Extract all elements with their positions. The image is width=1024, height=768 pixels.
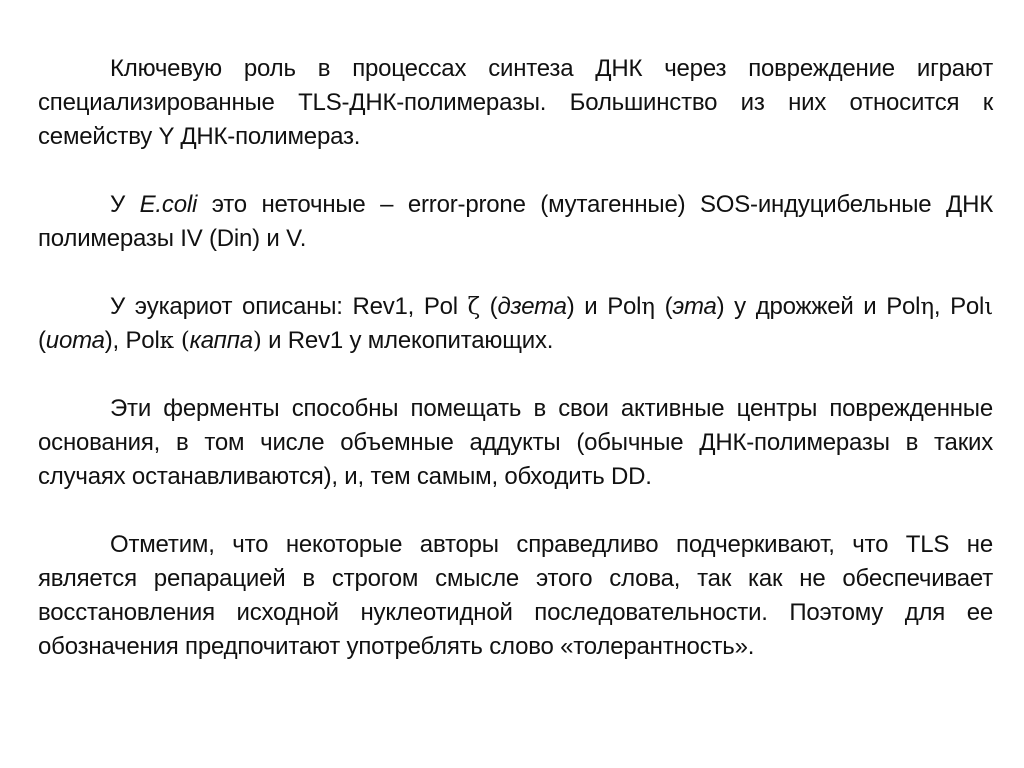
paragraph	[38, 528, 993, 664]
italic-text: E.coli	[139, 191, 198, 218]
italic-text: каппа	[189, 327, 253, 354]
greek-letter: ι	[984, 294, 994, 320]
greek-letter: )	[252, 328, 262, 354]
text-segment: и Rev1 у млекопитающих.	[261, 327, 554, 354]
text-segment: это неточные – error-prone (мутагенные) SOS-индуцибельные ДНК полимеразы IV (Din) и V.	[38, 191, 993, 252]
document-body	[38, 52, 993, 664]
greek-letter: ζ	[467, 294, 480, 320]
italic-text: иота	[45, 327, 105, 354]
text-segment: Эти ферменты способны помещать в свои активные центры поврежденные основания, в том числе объемные аддукты (обычные ДНК-полимеразы в таких случаях останавливаются), и, тем самым, обходить DD.	[38, 395, 993, 490]
text-segment: ) у дрожжей и Pol	[716, 293, 921, 320]
paragraph	[38, 290, 993, 358]
paragraph	[38, 188, 993, 256]
italic-text: эта	[672, 293, 717, 320]
greek-letter: κ	[159, 328, 174, 354]
greek-letter: η	[641, 294, 655, 320]
text-segment: (	[479, 293, 498, 320]
text-segment: (	[654, 293, 673, 320]
text-segment: Отметим, что некоторые авторы справедливо подчеркивают, что TLS не является репарацией в строгом смысле этого слова, так как не обеспечивает восстановления исходной нуклеотидной последовательности. Поэтому для ее обозначения предпочитают употреблять слово «толерантность».	[38, 531, 993, 660]
text-segment: (	[38, 327, 46, 354]
text-segment: У эукариот описаны: Rev1, Pol	[110, 293, 468, 320]
paragraph	[38, 52, 993, 154]
italic-text: дзета	[497, 293, 567, 320]
text-segment: ) и Pol	[566, 293, 642, 320]
text-segment: , Pol	[933, 293, 985, 320]
text-segment: ), Pol	[104, 327, 160, 354]
greek-letter: (	[173, 328, 190, 354]
text-segment: У	[110, 191, 140, 218]
paragraph	[38, 392, 993, 494]
text-segment: Ключевую роль в процессах синтеза ДНК через повреждение играют специализированные TLS-ДНК-полимеразы. Большинство из них относится к семейству Y ДНК-полимераз.	[38, 55, 993, 150]
greek-letter: η	[920, 294, 934, 320]
